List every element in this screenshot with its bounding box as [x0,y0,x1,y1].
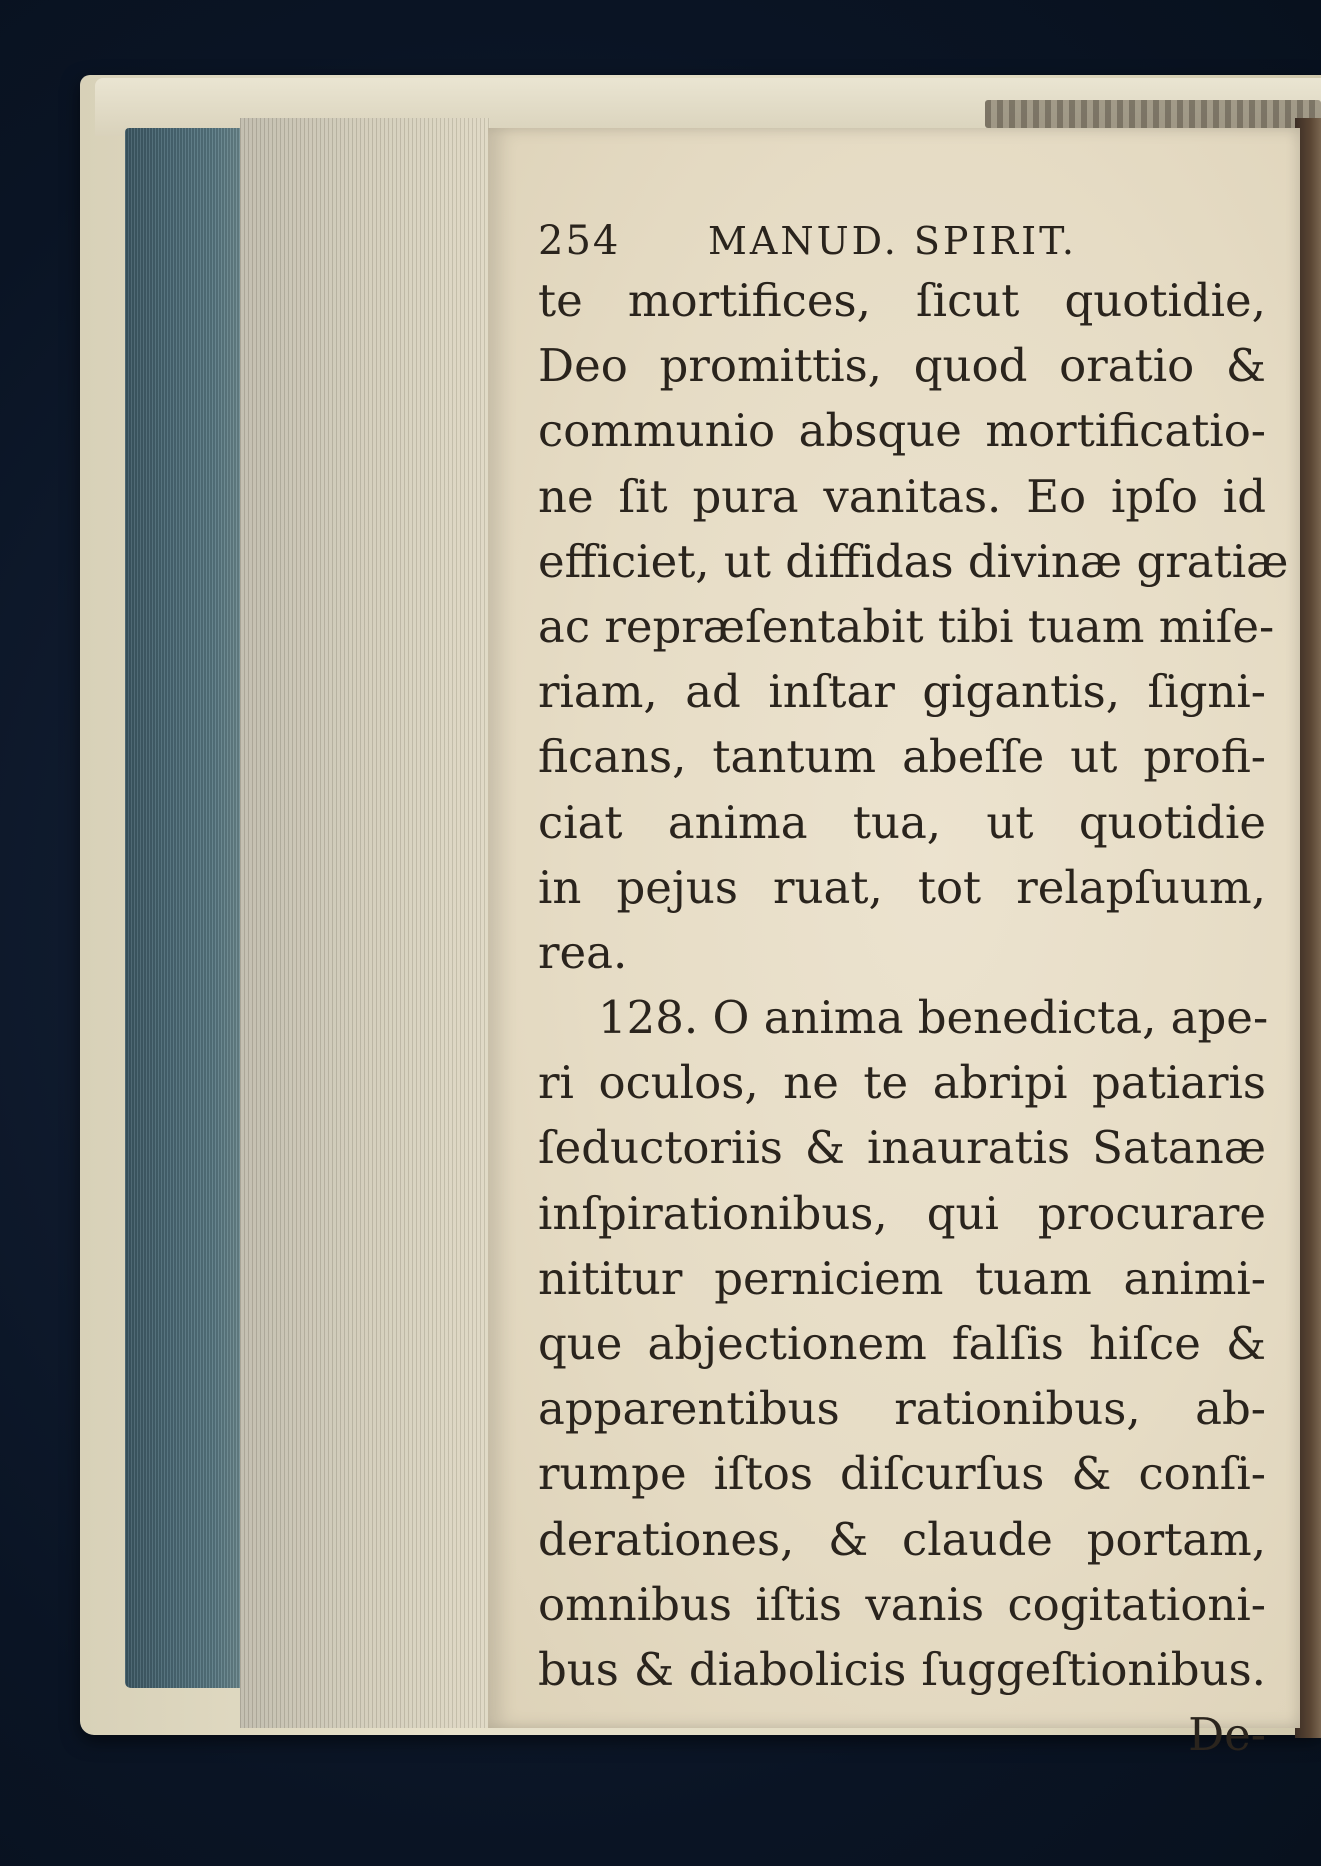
text-line: rumpe iſtos diſcurſus & conſi- [538,1447,1266,1501]
text-line: derationes, & claude portam, [538,1512,1266,1566]
text-line: ac repræſentabit tibi tuam miſe- [538,599,1275,653]
text-line: ficans, tantum abeſſe ut profi- [538,730,1266,784]
text-line: ri oculos, ne te abripi patiaris [538,1056,1266,1110]
running-head [538,218,1266,268]
text-line: communio absque mortificatio- [538,404,1266,458]
text-line: apparentibus rationibus, ab- [538,1382,1266,1436]
text-line: rea. [538,925,628,979]
text-line: riam, ad inſtar gigantis, ſigni- [538,665,1266,719]
running-title: MANUD. SPIRIT. [708,219,1077,263]
page-text [538,218,1289,1767]
text-line: bus & diabolicis ſuggeſtionibus. [538,1642,1266,1696]
fore-edge-pages [125,128,245,1688]
text-line: efficiet, ut diffidas divinæ gratiæ [538,534,1289,588]
text-line: inſpirationibus, qui procurare [538,1186,1266,1240]
text-line: ne ſit pura vanitas. Eo ipſo id [538,469,1266,523]
page-stack [240,118,490,1728]
text-line: Deo promittis, quod oratio & [538,339,1266,393]
text-line: in pejus ruat, tot relapſuum, [538,860,1266,914]
text-line: que abjectionem falſis hiſce & [538,1317,1266,1370]
text-line: ſeductoriis & inauratis Satanæ [538,1121,1266,1175]
text-line: omnibus iſtis vanis cogitationi- [538,1577,1266,1631]
text-line: te mortifices, ſicut quotidie, [538,274,1266,327]
spine-ornament [985,100,1321,128]
paragraph-start: 128. O anima benedicta, ape- [598,991,1269,1045]
text-line: nititur perniciem tuam animi- [538,1251,1266,1305]
text-line: ciat anima tua, ut quotidie [538,795,1266,849]
catchword: De- [1188,1708,1266,1762]
page-number: 254 [538,218,621,264]
